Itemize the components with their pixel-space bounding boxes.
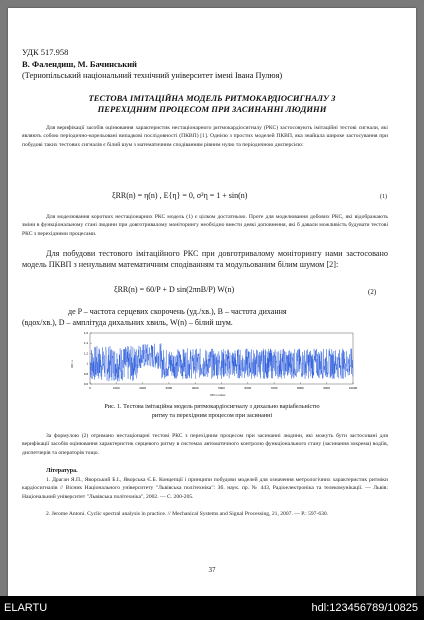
udc-code: УДК 517.958 [22, 47, 69, 57]
affiliation: (Тернопільський національний технічний університет імені Івана Пулюя) [22, 71, 283, 80]
paragraph-model-description: Для побудови тестового імітаційного РКС при довготривалому моніторингу нами застосовано модель ПКВП з ненульвим математичним сподіванням та модульованим білим шумом [2]: [22, 249, 388, 269]
x-tick-label: 10000 [348, 386, 358, 390]
x-tick-label: 2000 [139, 386, 146, 390]
x-tick-label: 5000 [218, 386, 225, 390]
page-number: 37 [208, 566, 216, 574]
x-tick-label: 0 [89, 386, 91, 390]
rr-signal-chart [68, 330, 358, 398]
x-tick-label: 9000 [323, 386, 331, 390]
repository-name: ELARTU [4, 602, 48, 614]
variables-line-2: (вдох/хв.), D – амплітуда дихальних хвиль, W(n) – білий шум. [22, 318, 233, 327]
y-tick-label: 1.6 [83, 331, 88, 335]
x-tick-label: 1000 [112, 386, 120, 390]
handle-identifier: hdl:123456789/10825 [311, 602, 418, 614]
paragraph-intro: Для верифікації засобів оцінювання характеристик нестаціонарного ритмокардіосигналу (РКС) застосовують імітаційні тестові сигнали, які являють собою періодично-корельовані випадкові послідовності (ПКВП) [1]. Однією з простих моделей ПКВП, яка знайшла широке застосування при побудові таких тестових сигналів є білий шум з математичним сподіванням рівним нулю та періодичною дисперсією: [22, 125, 388, 148]
paragraph-conclusion: За формулою (2) отримано нестаціонарні тестові РКС з перехідним процесом при засинанні людини, які можуть бути застосовані для верифікації засобів оцінювання характеристик серцевого ритму в системах автоматичного контролю функціонального стану (засинання зокрема) водіїв, диспетчерів та операторів тощо. [22, 433, 388, 456]
x-tick-label: 8000 [297, 386, 304, 390]
x-tick-label: 3000 [165, 386, 173, 390]
figure-caption-line-1: Рис. 1. Тестова імітаційна модель ритмокардіосигналу з дихально варіабельністю [104, 403, 320, 410]
document-page [8, 8, 416, 596]
chart-y-axis-label: RR, s [70, 360, 74, 368]
x-tick-label: 6000 [244, 386, 252, 390]
x-tick-label: 7000 [270, 386, 278, 390]
y-tick-label: 0.8 [83, 371, 88, 376]
variables-line-1: де P – частота серцевих скорочень (уд./хв.), B – частота дихання [68, 307, 287, 316]
paper-title-line-1: ТЕСТОВА ІМІТАЦІЙНА МОДЕЛЬ РИТМОКАРДІОСИГНАЛУ З [88, 93, 336, 103]
equation-2: ξRR(n) = 60/P + D sin(2πnB/P) W(n) [114, 285, 235, 294]
chart-x-axis-label: RR number [210, 393, 226, 397]
paragraph-model-limits: Для моделювання коротких нестаціонарних РКС модель (1) є цілком достатньою. Проте для моделювання добових РКС, які відображають зміни в функціональному стані людини при довготривалому моніторингу необхідно внести деякі доповнення, які б давали можливість будувати тестові РКС з перехідними процесами. [22, 214, 388, 237]
y-tick-label: 0.6 [83, 382, 88, 386]
paper-title-line-2: ПЕРЕХІДНИМ ПРОЦЕСОМ ПРИ ЗАСИНАННІ ЛЮДИНИ [97, 104, 327, 114]
equation-2-number: (2) [368, 288, 377, 296]
equation-1: ξRR(n) = η(n) , E{η} = 0, σ²η = 1 + sin(n) [112, 191, 248, 200]
reference-1: 1. Драган Я.П., Яворський Б.І., Яворська Є.Б. Концепції і принципи побудови моделей для означення метрологічних характеристик ритміки кардіосигналів // Вісник Національного університету "Львівська політехніка": Зб. наук. пр. № 443, Радіоелектроніка та телекомунікації. — Львів: Національний університет "Львівська політехніка", 2002. — С. 200-205. [22, 477, 388, 500]
figure-caption-line-2: ритму та перехідним процесом при засинанні [151, 412, 273, 419]
equation-1-number: (1) [380, 194, 387, 200]
reference-2: 2. Jerome Antoni. Cyclic spectral analysis in practice. // Mechanical Systems and Signal Processing, 21, 2007. — P.: 597-630. [46, 511, 329, 517]
y-tick-label: 1.2 [83, 351, 88, 356]
x-tick-label: 4000 [191, 386, 199, 390]
y-tick-label: 1 [86, 361, 88, 366]
authors: В. Фалендиш, М. Бачинський [22, 59, 137, 69]
references-heading: Література. [46, 468, 78, 474]
viewer-footer-bar [0, 596, 424, 620]
y-tick-label: 1.4 [83, 341, 88, 346]
